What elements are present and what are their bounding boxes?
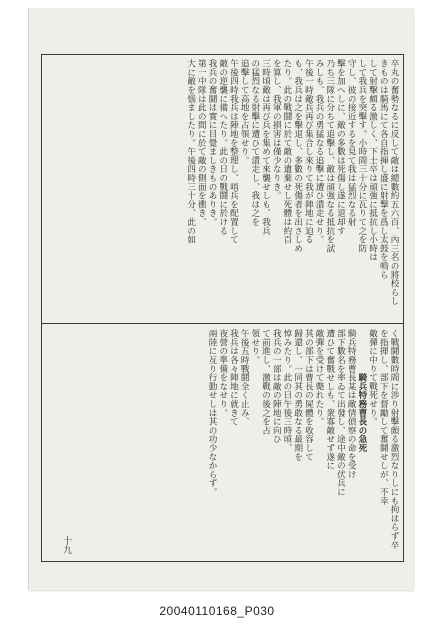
text-column: 卒丸の奮勢なるに反して敵は總數約五六百、內三名の將校らし [389,59,399,306]
text-column: 三時頃敵は再び兵を集めて來襲せしも、我兵 [260,59,271,235]
section-heading: 騎兵特務曹長の急死 [356,373,367,453]
document-page [28,8,413,590]
text-column: も、我兵は之を擊退し、多數の死傷者を出さしめ [292,59,303,253]
text-column: 遭ひて奮戰せしも、衆寡敵せず遂に [324,329,335,470]
text-column: 敵彈を受けて斃れたり。 [314,329,325,426]
text-column: 乃ち三隊に分ちて追擊し、敵は頑強なる抵抗を試 [324,59,335,253]
text-column: して射擊頗る激しく、下士卒は頑強に抵抗し小時は [367,59,378,262]
text-column: を算し、我軍の損害は僅少なりき。 [271,59,282,200]
text-column: 兩陸に亙り行動せしは其の功少なからず。 [207,329,218,497]
text-column: 午後五時戰鬪全く止み、 [239,329,250,426]
section-divider [42,323,403,324]
text-column: 部下數名を率ゐて出發し、途中敵の伏兵に [335,329,346,497]
text-column: 歸還し、一同其の勇敢なる最期を [292,329,303,461]
text-column: 夜營の準備をなせり。 [217,329,228,417]
text-column: きものは騎馬にて各自指揮し盛に射撃を爲し太鼓を鳴ら [378,59,389,279]
text-column: 其の部下は曹長の屍體を收容して [303,329,314,461]
text-column: 領せり。 [249,329,260,365]
text-column: 午後一時敵兵再び集合し來りて我が陣地に迫る [303,59,314,244]
text-column: 我兵は各々陣地に就きて [228,329,239,426]
text-column: 我兵の奮鬪は實に目覺ましきものありき。 [207,59,218,227]
text-frame [41,54,404,562]
text-column: 騎兵特務曹長某は敵情偵察の命を受け [346,329,357,479]
text-column: の猛烈なる射擊に遭ひて潰走し、我は之を [249,59,260,227]
text-column: 我兵の一部は敵の陣地に向ひ [271,329,282,444]
lower-text-section [46,329,399,557]
text-column: を指揮し、部下を督勵して奮鬪せしが、不幸 [378,329,389,505]
text-column: 守し、彼の接近するを見て我は猛烈なる射 [346,59,357,227]
text-column: く戰鬪數時間に渉り射擊頗る激烈なりしにも拘はらず卒 [389,329,399,549]
text-column: 擊を加へしに、敵の多數は死傷し遂に退却す [335,59,346,235]
text-column: て前進し、激戰の後之を占 [260,329,271,435]
page-number: 十九 [61,536,71,554]
text-column: 午後四時我兵は陣地を整理し、哨兵を配置して [228,59,239,244]
text-column: 第一中隊は此の間に於て敵の側面を衝き、 [196,59,207,227]
text-column: 悼みたり。此の日午後三時頃、 [281,329,292,453]
text-column: 敵彈に中りて戰死せり。 [367,329,378,426]
text-column: 大に敵を惱ましたり。午後四時三十分、此の如 [185,59,196,244]
text-column: たり。此の戰鬪に於て敵の遺棄せし死體は約百 [281,59,292,244]
upper-text-section [46,59,399,319]
text-column: 敵の逆襲に備へたり。此の日の戰鬪に於ける [217,59,228,235]
image-caption: 20040110168_P030 [159,604,275,618]
text-column: 追擊して高地を占領せり。 [239,59,250,165]
text-column: みしも、我兵の勇猛なる追擊に遭ひ潰走せり。 [314,59,325,244]
text-column: して我兵を突擊す。小時間三十分に瓦りて之を防 [356,59,367,253]
